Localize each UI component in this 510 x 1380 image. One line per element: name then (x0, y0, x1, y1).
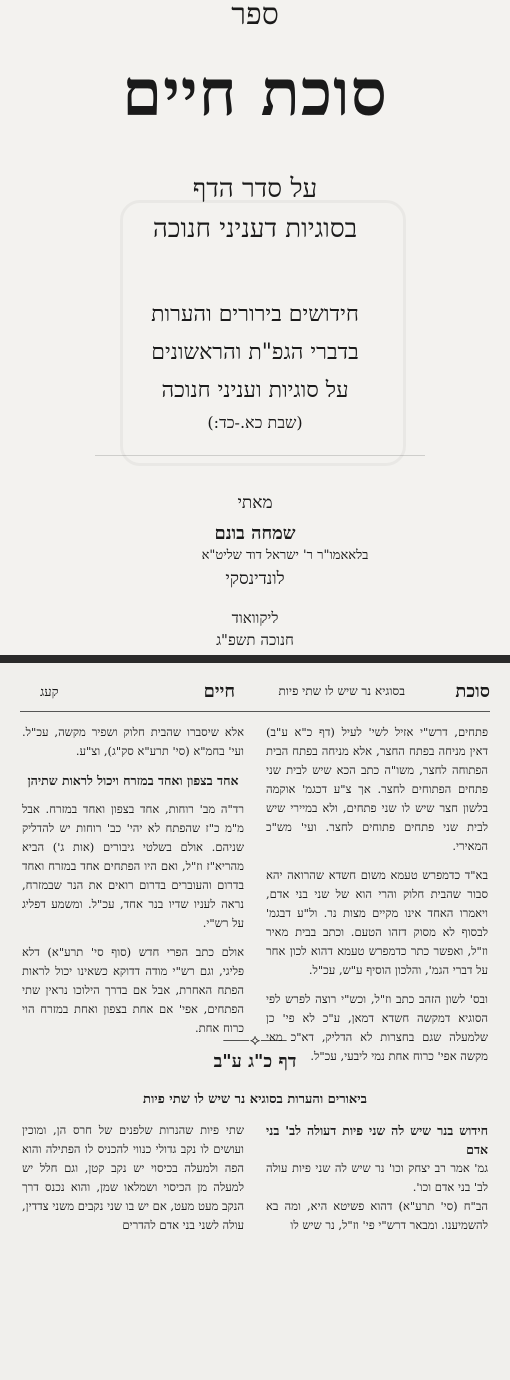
paragraph: בא"ד כדמפרש טעמא משום חשדא שהרואה יהא סבור שהבית חלוק והרי הוא של שני בני אדם, ויאמרו האחד אינו מקיים מצות נר. ול"ע דבגמ' לבסוף לא מסוק דזהו הטעם. וכתב בבית מאיר וז"ל, ואפשר כתר כדמפרש טעמא דהוא לכון אחר על דברי הגמ', והלכון הוסיף ע"ש, עכ"ל. (266, 868, 488, 977)
publication-date: חנוכה תשפ"ג (216, 631, 294, 649)
header-book-left: סוכת (455, 681, 490, 702)
right-column-2 (266, 1121, 488, 1235)
page-gap (0, 655, 510, 663)
paragraph: הב"ח (סי' תרע"א) דהוא פשיטא היא, ומה בא להשמיענו. ומבאר דרש"י פי' וז"ל, נר שיש לו (266, 1199, 488, 1232)
book-title: סוכת חיים (122, 56, 388, 131)
daf-heading: דף כ"ג ע"ב (213, 1051, 297, 1072)
paragraph: פתחים, דרש"י אזיל לשי' לעיל (דף כ"א ע"ב) דאין מניחה בפתח החצר, אלא מניחה בפתח הבית הפתוחה לחצר, משו"ה כתב הכא שיש לבית שני פתחים הפתוחים לחצר. אך צ"ע דכגמ' אוקמה בלשון חצר שיש לו שני פתחים, ולא במיירי שיש לבית שני פתחים פתוחים לחצר. ועי' מש"כ המאירי. (266, 725, 488, 853)
description-line-2: בדברי הגפ"ת והראשונים (151, 340, 359, 365)
from-label: מאתי (237, 493, 273, 513)
paragraph: שתי פיות שהנרות שלפנים של חרס הן, ומוכין ועושים לו נקב גדולי כנווי להכניס לו הפתילה והוא הפה ולמעלה בכיסוי יש נקב קטן, וגם חלל יש למעלה מן הכיסוי ושמלאו שמן, והוא נכנס דרך הנקב מעט מעט, אם יש בו שני נקבים משני צדדין, עולה לשני בני אדם להדרים (22, 1123, 244, 1232)
page-header (20, 681, 490, 711)
book-label: ספר (231, 0, 279, 32)
right-column (266, 723, 488, 1076)
text-page (0, 663, 510, 1380)
tractate-reference: (שבת כא.-כד:) (207, 413, 303, 432)
subtitle-line-2: בסוגיות דעניני חנוכה (152, 214, 358, 244)
title-page (0, 0, 510, 655)
description-line-3: על סוגיות ועניני חנוכה (161, 378, 349, 403)
paragraph: גמ' אמר רב יצחק וכו' נר שיש לה שני פיות עולה לב' בני אדם וכו'. (266, 1161, 488, 1194)
ornament-divider: ⸺⟡⸺ (222, 1030, 288, 1049)
paragraph: אולם כתב הפרי חדש (סוף סי' תרע"א) דלא פליגי, וגם רש"י מודה דדוקא כשאינו יכול לראות הפתח האחרת, אבל אם בדרך הילוכו נראין שתי הפתחים, אפי' אם אחת בצפון ואחת במזרח הוי כרוח אחת. (22, 945, 244, 1035)
subsection-heading: חידוש בנר שיש לה שני פיות דעולה לב' בני אדם (266, 1123, 488, 1157)
header-book-right: חיים (203, 681, 235, 702)
section-title: ביאורים והערות בסוגיא נר שיש לו שתי פיות (143, 1092, 367, 1107)
left-column-2 (22, 1121, 244, 1235)
paragraph: רד"ה מב' רוחות, אחד בצפון ואחד במזרח. אבל מ"מ כ"ז שהפתח לא יהי' כב' רוחות יש להדליק שניהם. אולם בשלטי גיבורים (אות ג') הביא מהריא"ז וז"ל, ואם היו הפתחים אחד במזרח ואחד בדרום והעוברים בדרום רואים את הנר שבמזרח, נראה לעניו שדיו בנר אחד, עכ"ל. ומשמע דפליג על רש"י. (22, 802, 244, 930)
divider-line (95, 455, 425, 456)
author-family: לונדינסקי (225, 569, 285, 589)
section-heading: אחד בצפון ואחד במזרח ויכול לראות שתיהן (27, 773, 239, 788)
header-running-title: בסוגיא נר שיש לו שתי פיות (278, 684, 405, 698)
author-name: שמחה בונם (214, 523, 296, 544)
description-line-1: חידושים בירורים והערות (151, 302, 359, 327)
subtitle-line-1: על סדר הדף (192, 174, 318, 204)
left-column (22, 723, 244, 1048)
page-number: קעג (40, 685, 59, 700)
paragraph: אלא שיסברו שהבית חלוק ושפיר מקשה, עכ"ל. ועי' בחמ"א (סי' תרע"א סק"ג), וצ"ע. (22, 725, 244, 758)
header-rule (20, 711, 490, 712)
author-father: בלאאמו"ר ר' ישראל דוד שליט"א (201, 548, 369, 563)
publication-place: ליקוואוד (231, 609, 279, 627)
paragraph: ובס' לשון הזהב כתב וז"ל, וכש"י רוצה לפרש לפי הסוגיא דמקשה חשדא דמאן, ע"כ לא פי' כן שלמעלה שגם בחצרות לא הדליק, דא"כ מאי מקשה אפי' כרוח אחת נמי ליבעי, עכ"ל. (266, 992, 488, 1063)
